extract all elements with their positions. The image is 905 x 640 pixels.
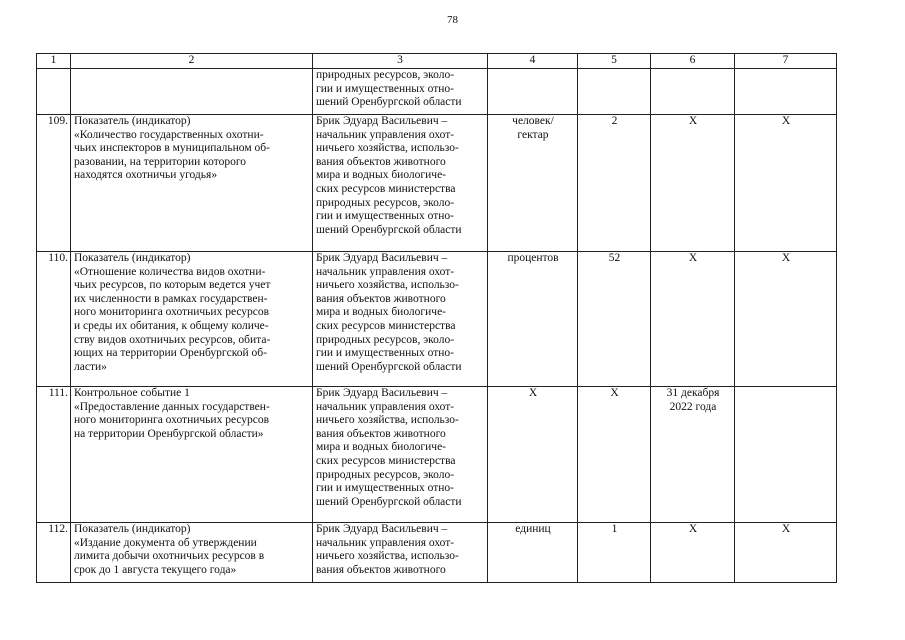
text-line: X — [781, 115, 791, 127]
text-line: находятся охотничьи угодья» — [74, 169, 218, 182]
responsible-cell — [313, 252, 488, 387]
text-line: ских ресурсов министерства — [316, 454, 456, 467]
text-line: «Издание документа об утверждении — [74, 536, 257, 549]
responsible-cell — [313, 69, 488, 115]
text-line: 1 — [611, 523, 618, 535]
value-col6 — [651, 115, 735, 252]
value-col7 — [735, 252, 837, 387]
text-line: начальник управления охот- — [316, 536, 455, 549]
text-line: гектар — [517, 128, 549, 141]
text-line: лимита добычи охотничьих ресурсов в — [74, 550, 265, 563]
text-line: «Отношение количества видов охотни- — [74, 265, 266, 278]
text-line: Показатель (индикатор) — [74, 252, 191, 264]
text-line: человек/ — [512, 115, 554, 127]
text-line: X — [688, 252, 698, 264]
column-header: 5 — [578, 54, 651, 69]
text-line: шений Оренбургской области — [316, 223, 462, 236]
text-line: вания объектов животного — [316, 563, 446, 576]
row-number: 112. — [37, 523, 71, 583]
text-line: мира и водных биологиче- — [316, 306, 446, 319]
text-line: природных ресурсов, эколо- — [316, 468, 455, 481]
column-header: 7 — [735, 54, 837, 69]
text-line: ласти» — [74, 360, 107, 373]
text-line: и среды их обитания, к общему количе- — [74, 319, 269, 332]
page-number: 78 — [447, 14, 458, 26]
text-line: вания объектов животного — [316, 292, 446, 305]
unit-cell — [488, 252, 578, 387]
value-col7 — [735, 523, 837, 583]
text-line: гии и имущественных отно- — [316, 347, 454, 360]
indicator-title — [71, 523, 313, 583]
text-line: X — [688, 523, 698, 535]
text-line: начальник управления охот- — [316, 400, 455, 413]
text-line: мира и водных биологиче- — [316, 441, 446, 454]
row-number: 111. — [37, 387, 71, 523]
text-line: ничьего хозяйства, использо- — [316, 550, 459, 563]
text-line: мира и водных биологиче- — [316, 169, 446, 182]
text-line: ничьего хозяйства, использо- — [316, 414, 459, 427]
text-line: X — [610, 387, 619, 399]
text-line: начальник управления охот- — [316, 128, 455, 141]
text-line: ских ресурсов министерства — [316, 182, 456, 195]
responsible-cell — [313, 115, 488, 252]
text-line: природных ресурсов, эколо- — [316, 69, 455, 81]
text-line: ству видов охотничьих ресурсов, обита- — [74, 333, 271, 346]
value-col5 — [578, 387, 651, 523]
text-line: Брик Эдуард Васильевич – — [316, 387, 448, 399]
text-line: «Предоставление данных государствен- — [74, 400, 270, 413]
table-header-row — [37, 54, 837, 69]
value-col6 — [651, 523, 735, 583]
indicator-title — [71, 115, 313, 252]
value-col5 — [578, 115, 651, 252]
text-line: гии и имущественных отно- — [316, 210, 454, 223]
text-line: Контрольное событие 1 — [74, 387, 190, 399]
column-header: 4 — [488, 54, 578, 69]
text-line: X — [781, 523, 791, 535]
text-line: 2022 года — [669, 400, 717, 413]
text-line: срок до 1 августа текущего года» — [74, 563, 237, 576]
text-line: ного мониторинга охотничьих ресурсов — [74, 414, 270, 427]
value-col5 — [578, 523, 651, 583]
value-col5 — [578, 252, 651, 387]
text-line: «Количество государственных охотни- — [74, 128, 264, 141]
indicator-title — [71, 387, 313, 523]
text-line: шений Оренбургской области — [316, 360, 462, 373]
text-line: на территории Оренбургской области» — [74, 427, 264, 440]
table-row — [37, 115, 837, 252]
table-row — [37, 252, 837, 387]
unit-cell — [488, 523, 578, 583]
text-line: шений Оренбургской области — [316, 96, 462, 109]
text-line: Брик Эдуард Васильевич – — [316, 252, 448, 264]
text-line: X — [688, 115, 698, 127]
text-line: начальник управления охот- — [316, 265, 455, 278]
text-line: ющих на территории Оренбургской об- — [74, 347, 267, 360]
value-col6 — [651, 252, 735, 387]
text-line: процентов — [507, 252, 559, 264]
row-number: 109. — [37, 115, 71, 252]
text-line: гии и имущественных отно- — [316, 482, 454, 495]
text-line: Показатель (индикатор) — [74, 115, 191, 127]
value-col6 — [651, 387, 735, 523]
table-row — [37, 523, 837, 583]
text-line: их численности в рамках государствен- — [74, 292, 268, 305]
text-line: природных ресурсов, эколо- — [316, 333, 455, 346]
text-line: ного мониторинга охотничьих ресурсов — [74, 306, 270, 319]
text-line: чьих ресурсов, по которым ведется учет — [74, 279, 271, 292]
text-line: гии и имущественных отно- — [316, 82, 454, 95]
column-header: 3 — [313, 54, 488, 69]
value-col7 — [735, 115, 837, 252]
text-line: ничьего хозяйства, использо- — [316, 142, 459, 155]
text-line: 52 — [608, 252, 621, 264]
text-line: Брик Эдуард Васильевич – — [316, 523, 448, 535]
column-header: 1 — [37, 54, 71, 69]
text-line: чьих инспекторов в муниципальном об- — [74, 142, 270, 155]
continuation-row — [37, 69, 837, 115]
unit-cell — [488, 115, 578, 252]
text-line: X — [528, 387, 538, 399]
text-line: единиц — [515, 523, 551, 535]
text-line: вания объектов животного — [316, 427, 446, 440]
text-line: ничьего хозяйства, использо- — [316, 279, 459, 292]
text-line: Брик Эдуард Васильевич – — [316, 115, 448, 127]
text-line: Показатель (индикатор) — [74, 523, 191, 535]
responsible-cell — [313, 523, 488, 583]
text-line: 31 декабря — [666, 387, 720, 399]
text-line: X — [781, 252, 791, 264]
indicators-table — [36, 53, 837, 583]
table-row — [37, 387, 837, 523]
responsible-cell — [313, 387, 488, 523]
text-line: 2 — [611, 115, 618, 127]
text-line: разовании, на территории которого — [74, 155, 247, 168]
indicator-title — [71, 252, 313, 387]
column-header: 6 — [651, 54, 735, 69]
text-line: ских ресурсов министерства — [316, 319, 456, 332]
text-line: шений Оренбургской области — [316, 495, 462, 508]
text-line: вания объектов животного — [316, 155, 446, 168]
text-line: природных ресурсов, эколо- — [316, 196, 455, 209]
value-col7 — [735, 387, 837, 523]
column-header: 2 — [71, 54, 313, 69]
row-number: 110. — [37, 252, 71, 387]
unit-cell — [488, 387, 578, 523]
